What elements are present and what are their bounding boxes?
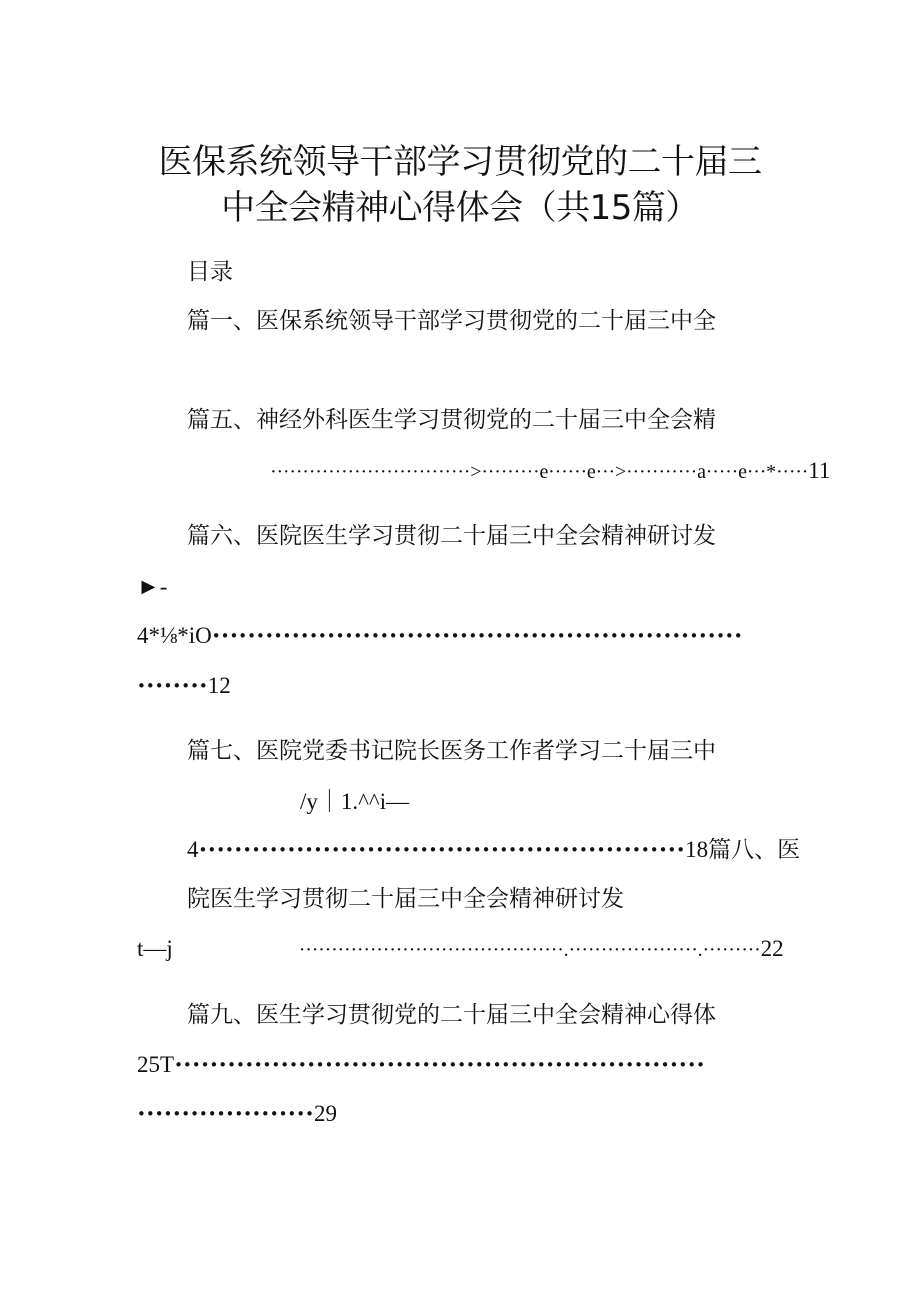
toc-entry-8-cont: 院医生学习贯彻二十届三中全会精神研讨发 [187, 886, 624, 912]
bullet-leader: •••••••••••••••••••••••••••••••••••••••••••••••••••••••••••• [174, 1056, 705, 1074]
bullet-leader: •••••••••••••••••••••••••••••••••••••••••••••••••••••••••••• [211, 627, 743, 645]
toc-entry-1: 篇一、医保系统领导干部学习贯彻党的二十届三中全 [187, 308, 716, 334]
page-number: 18 [685, 837, 709, 862]
ocr-artifact-line: /y｜1.^^i— [300, 789, 410, 814]
toc-leader-line-7 [187, 835, 800, 865]
bullet-leader: •••••••••••••••••••• [137, 1105, 314, 1123]
dot-leader: ·······························>·········e······e···>···········a·····e···*····· [270, 461, 809, 483]
bullet-leader: •••••••• [137, 677, 208, 695]
ocr-artifact-arrow: ►- [137, 574, 168, 599]
leader-prefix: 25T [137, 1052, 175, 1077]
toc-entry-5: 篇五、神经外科医生学习贯彻党的二十届三中全会精 [187, 407, 716, 433]
toc-entry-6: 篇六、医院医生学习贯彻二十届三中全会精神研讨发 [187, 523, 716, 549]
document-title-line-1: 医保系统领导干部学习贯彻党的二十届三 [158, 142, 762, 182]
toc-leader-line-6 [137, 621, 743, 651]
toc-leader-line-9b [137, 1099, 337, 1129]
toc-leader-line-9 [137, 1050, 705, 1080]
leader-prefix: 4*⅛*iO [137, 623, 212, 648]
toc-leader-line-8 [137, 934, 784, 965]
toc-entry-7: 篇七、医院党委书记院长医务工作者学习二十届三中 [187, 738, 716, 764]
toc-heading: 目录 [187, 259, 233, 285]
toc-leader-line-5 [270, 456, 830, 487]
page-number: 22 [760, 936, 784, 961]
dot-leader: ·········································.····················.········· [298, 939, 761, 961]
bullet-leader: ••••••••••••••••••••••••••••••••••••••••••••••••••••••• [198, 841, 686, 859]
page-number: 12 [207, 673, 231, 698]
document-title-line-2: 中全会精神心得体会（共15篇） [221, 188, 699, 228]
page-number: 11 [808, 458, 831, 483]
toc-entry-8-start: 篇八、医 [708, 837, 801, 863]
toc-entry-9: 篇九、医生学习贯彻党的二十届三中全会精神心得体 [187, 1002, 716, 1028]
page-number: 29 [313, 1101, 337, 1126]
leader-prefix: t—j [137, 936, 173, 961]
leader-prefix: 4 [187, 837, 199, 862]
toc-leader-line-6b [137, 671, 231, 701]
